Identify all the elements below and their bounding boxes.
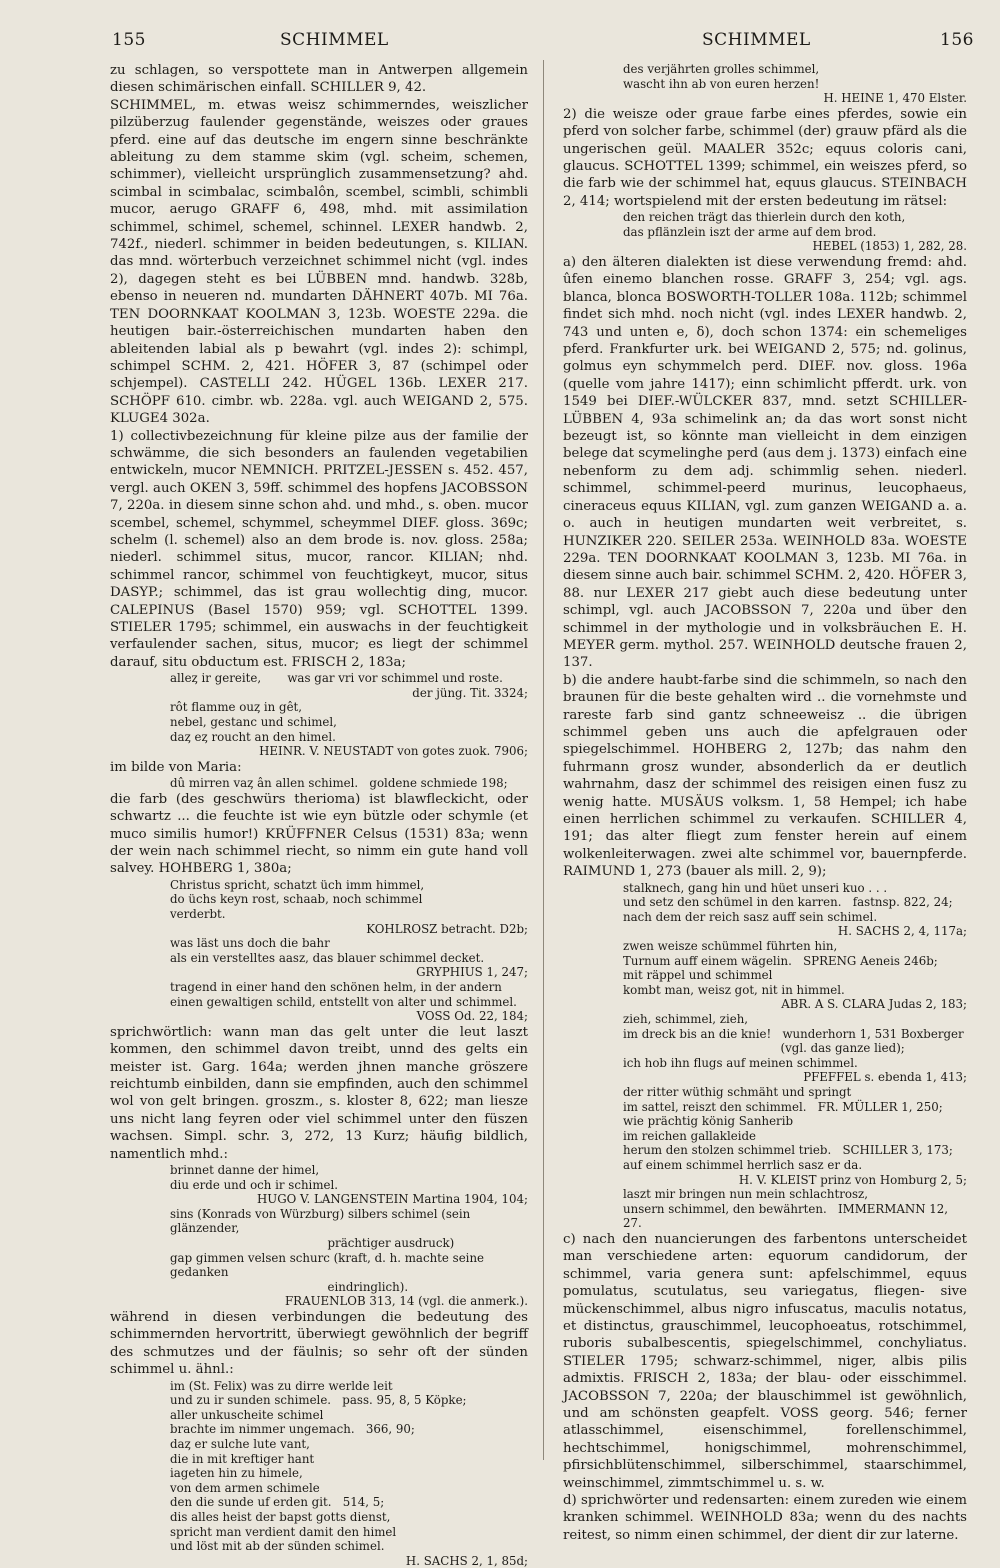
paragraph: SCHIMMEL, m. etwas weisz schimmerndes, weiszlicher pilzüberzug faulender gegenstände, weiszes oder graues pferd. eine auf das deutsche im engern sinne beschränkte ableitung zu dem stamme skim (vgl. scheim, schemen, schimmer), vielleicht ursprünglich zusammensetzung? ahd. scimbal in scimbalac, scimbalôn, scembel, scimbli, schimbli mucor, aerugo GRAFF 6, 498, mhd. mit assimilation schimmel, schimel, schemel, schinnel. LEXER handwb. 2, 742f., niederl. schimmer in beiden bedeutungen, s. KILIAN. das mnd. wörterbuch verzeichnet schimmel nicht (vgl. indes 2), dagegen steht es bei LÜBBEN mnd. handwb. 328b, ebenso in neueren nd. mundarten DÄHNERT 407b. MI 76a. TEN DOORNKAAT KOOLMAN 3, 123b. WOESTE 229a. die heutigen bair.-österreichischen mundarten haben den ableitenden labial als p bewahrt (vgl. indes 2): schimpl, schimpel SCHM. 2, 421. HÖFER 3, 87 (schimpel oder schjempel). CASTELLI 242. HÜGEL 136b. LEXER 217. SCHÖPF 610. cimbr. wb. 228a. vgl. auch WEIGAND 2, 575. KLUGE4 302a. (110, 97, 528, 427)
quotation: rôt flamme ouȥ in gêt, nebel, gestanc und schimel, daȥ eȥ roucht an den himel. (170, 700, 337, 744)
quotation: ich hob ihn flugs auf meinen schimmel. (623, 1055, 858, 1070)
quotation: mit räppel und schimmel kombt man, weisz got, nit in himmel. (623, 968, 845, 997)
citation-source: H. HEINE 1, 470 Elster. (823, 91, 967, 106)
quotation: laszt mir bringen nun mein schlachtrosz, unsern schimmel, den bewährten. IMMERMANN 12, 27. (623, 1187, 949, 1231)
right-running-title: SCHIMMEL (702, 30, 811, 50)
quotation: brinnet danne der himel, diu erde und och ir schimel. (170, 1163, 339, 1192)
paragraph: sprichwörtlich: wann man das gelt unter die leut laszt kommen, den schimmel davon treibt, unnd des gelts ein meister ist. Garg. 164a; werden jhnen manche gröszere reichtumb einbilden, dann sie empfinden, auch den schimmel wol von gelt bringen. groszm., s. kloster 8, 622; man liesze uns nicht lang feyren oder viel schimmel unter den füszen wachsen. Simpl. schr. 3, 272, 13 Kurz; häufig bildlich, namentlich mhd.: (110, 1024, 528, 1162)
citation-source: ABR. A S. CLARA Judas 2, 183; (781, 997, 967, 1012)
paragraph: d) sprichwörter und redensarten: einem zureden wie einem kranken schimmel. WEINHOLD 83a; wenn du des nachts reitest, so nimm einen schimmel, der dient dir zur laterne. (563, 1492, 967, 1543)
quotation: dû mirren vaȥ ân allen schimel. goldene schmiede 198; (170, 776, 508, 791)
citation-source: KOHLROSZ betracht. D2b; (366, 921, 528, 936)
citation-source: PFEFFEL s. ebenda 1, 413; (803, 1070, 967, 1085)
quotation: auf einem schimmel herrlich sasz er da. (623, 1157, 863, 1172)
quotation: zwen weisze schümmel führten hin, Turnum auff einem wägelin. SPRENG Aeneis 246b; (623, 939, 938, 968)
paragraph: während in diesen verbindungen die bedeutung des schimmernden hervortritt, überwiegt gewöhnlich der begriff des schmutzes und der fäulnis; so sehr oft der sünden schimmel u. ähnl.: (110, 1309, 528, 1378)
paragraph: b) die andere haubt-farbe sind die schimmeln, so nach den braunen für die beste gehalten wird .. die vornehmste und rareste farb sind gantz schneeweisz .. die übrigen schimmel geben uns auch die apfelgrauen oder spiegelschimmel. HOHBERG 2, 127b; das nahm den fuhrmann grosz wunder, absonderlich da er deutlich wahrnahm, dasz der schimmel des reisigen einen fusz zu wenig hatte. MUSÄUS volksm. 1, 58 Hempel; ich habe einen herrlichen schimmel zu verkaufen. SCHILLER 4, 191; das alter fliegt zum fenster herein auf einem wolkenleiterwagen. zwei alte schimmel vor, bauernpferde. RAIMUND 1, 273 (bauer als mill. 2, 9); (563, 672, 967, 880)
citation-source: HUGO V. LANGENSTEIN Martina 1904, 104; (256, 1192, 528, 1207)
citation-source: H. SACHS 2, 4, 117a; (837, 924, 967, 939)
citation-source: FRAUENLOB 313, 14 (vgl. die anmerk.). (285, 1294, 528, 1309)
page-header (0, 30, 1000, 56)
quotation: stalknech, gang hin und hüet unseri kuo . . . und setz den schümel in den karren. fastnsp. 822, 24; (623, 880, 953, 910)
citation-source: HEBEL (1853) 1, 282, 28. (812, 239, 967, 254)
quotation: wie prächtig könig Sanherib im reichen gallakleide herum den stolzen schimmel trieb. SCHILLER 3, 173; (623, 1114, 953, 1158)
citation-source: VOSS Od. 22, 184; (416, 1009, 528, 1024)
quotation: den reichen trägt das thierlein durch den koth, das pflänzlein iszt der arme auf dem brod. (623, 210, 906, 239)
column-divider (543, 60, 544, 1460)
right-page-number: 156 (940, 30, 974, 50)
quotation: aller unkuscheite schimel brachte im nimmer ungemach. 366, 90; (170, 1407, 415, 1437)
citation-source: HEINR. V. NEUSTADT von gotes zuok. 7906; (259, 744, 528, 759)
citation-source: H. V. KLEIST prinz von Homburg 2, 5; (738, 1172, 967, 1187)
paragraph: die farb (des geschwürs therioma) ist blawfleckicht, oder schwartz ... die feuchte ist wie eyn bützle oder schymle (et muco similis humor!) KRÜFFNER Celsus (1531) 83a; wenn der wein nach schimmel riecht, so nimm ein gute hand voll salvey. HOHBERG 1, 380a; (110, 791, 528, 877)
quotation: des verjährten grolles schimmel, wascht ihn ab von euren herzen! (623, 62, 820, 91)
quotation: zieh, schimmel, zieh, im dreck bis an die knie! wunderhorn 1, 531 Boxberger (vgl. das ganze lied); (623, 1011, 964, 1056)
quotation: tragend in einer hand den schönen helm, in der andern einen gewaltigen schild, entstellt von alter und schimmel. (170, 979, 517, 1009)
left-running-title: SCHIMMEL (280, 30, 389, 50)
paragraph: a) den älteren dialekten ist diese verwendung fremd: ahd. ûfen einemo blanchen rosse. GRAFF 3, 254; vgl. ags. blanca, blonca BOSWORTH-TOLLER 108a. 112b; schimmel findet sich mhd. noch nicht (vgl. indes LEXER handwb. 2, 743 und unten e, δ), doch schon 1374: ein schemeliges pferd. Frankfurter urk. bei WEIGAND 2, 575; nd. golinus, golmus eyn schymmelch perd. DIEF. nov. gloss. 196a (quelle vom jahre 1417); einn schimlicht pfferdt. urk. von 1549 bei DIEF.-WÜLCKER 837, mnd. setzt SCHILLER-LÜBBEN 4, 93a schimelink an; da das wort sonst nicht bezeugt ist, so könnte man vielleicht in dem einzigen belege dat scymelinghe perd (aus dem j. 1373) einfach eine nebenform zu dem adj. schimmlig sehen. niederl. schimmel, schimmel-peerd murinus, leucophaeus, cineraceus equus KILIAN, vgl. zum ganzen WEIGAND a. a. o. auch in heutigen mundarten weit verbreitet, s. HUNZIKER 220. SEILER 253a. WEINHOLD 83a. WOESTE 229a. TEN DOORNKAAT KOOLMAN 3, 123b. MI 76a. in diesem sinne auch bair. schimmel SCHM. 2, 420. HÖFER 3, 88. nur LEXER 217 giebt auch diese bedeutung unter schimpl, vgl. auch JACOBSSON 7, 220a und über den schimmel in der mythologie und in volksbräuchen E. H. MEYER germ. mythol. 257. WEINHOLD deutsche frauen 2, 137. (563, 255, 967, 671)
right-column (563, 62, 967, 1543)
citation-source: H. SACHS 2, 1, 85d; (405, 1553, 528, 1568)
citation-source: der jüng. Tit. 3324; (412, 685, 528, 700)
quotation: alleȥ ir gereite, was gar vri vor schimmel und roste. (170, 671, 503, 686)
quotation: was läst uns doch die bahr als ein verstelltes aasz, das blauer schimmel decket. (170, 936, 485, 965)
quotation: im (St. Felix) was zu dirre werlde leit und zu ir sunden schimele. pass. 95, 8, 5 Köpke; (170, 1378, 467, 1408)
left-page-number: 155 (112, 30, 146, 50)
quotation: Christus spricht, schatzt üch imm himmel, do üchs keyn rost, schaab, noch schimmel verderbt. (170, 877, 425, 921)
quotation: nach dem der reich sasz auff sein schimel. (623, 909, 878, 924)
paragraph: 2) die weisze oder graue farbe eines pferdes, sowie ein pferd von solcher farbe, schimmel (der) grauw pfärd als die ungerischen geül. MAALER 352c; equus coloris cani, glaucus. SCHOTTEL 1399; schimmel, ein weiszes pferd, so die farb wie der schimmel hat, equus glaucus. STEINBACH 2, 414; wortspielend mit der ersten bedeutung im rätsel: (563, 106, 967, 209)
paragraph: 1) collectivbezeichnung für kleine pilze aus der familie der schwämme, die sich besonders an faulenden vegetabilien entwickeln, mucor NEMNICH. PRITZEL-JESSEN s. 452. 457, vergl. auch OKEN 3, 59ff. schimmel des hopfens JACOBSSON 7, 220a. in diesem sinne schon ahd. und mhd., s. oben. mucor scembel, schemel, schymmel, scheymmel DIEF. gloss. 369c; schelm (l. schemel) also an dem brode is. nov. gloss. 258a; niederl. schimmel situs, mucor, rancor. KILIAN; nhd. schimmel rancor, schimmel von feuchtigkeyt, mucor, situs DASYP.; schimmel, das ist grau wollechtig ding, mucor. CALEPINUS (Basel 1570) 959; vgl. SCHOTTEL 1399. STIELER 1795; schimmel, ein auswachs in der feuchtigkeit verfaulender sachen, situs, mucor; es liegt der schimmel darauf, situ obductum est. FRISCH 2, 183a; (110, 428, 528, 670)
quotation: der ritter wüthig schmäht und springt im sattel, reiszt den schimmel. FR. MÜLLER 1, 250; (623, 1084, 943, 1114)
quotation: daȥ er sulche lute vant, die in mit kreftiger hant iageten hin zu himele, von dem armen schimele den die sunde uf erden git. 514, 5; (170, 1436, 385, 1510)
paragraph: zu schlagen, so verspottete man in Antwerpen allgemein diesen schimärischen einfall. SCHILLER 9, 42. (110, 63, 528, 96)
paragraph: c) nach den nuancierungen des farbentons unterscheidet man verschiedene arten: equorum candidorum, der schimmel, varia genera sunt: apfelschimmel, equus pomulatus, scutulatus, seu variegatus, fliegen- sive mückenschimmel, albus nigro infuscatus, maculis notatus, et distinctus, grauschimmel, leucophoeatus, rotschimmel, ruboris subalbescentis, spiegelschimmel, conchyliatus. STIELER 1795; schwarz-schimmel, niger, albis pilis admixtis. FRISCH 2, 183a; der blau- oder eisschimmel. JACOBSSON 7, 220a; der blauschimmel ist gewöhnlich, und am schönsten geapfelt. VOSS georg. 546; ferner atlasschimmel, eisenschimmel, forellenschimmel, hechtschimmel, honigschimmel, mohrenschimmel, pfirsichblütenschimmel, silberschimmel, staarschimmel, weinschimmel, zimmtschimmel u. s. w. (563, 1231, 967, 1491)
left-column (110, 62, 528, 1568)
quotation: sins (Konrads von Würzburg) silbers schimel (sein glänzender, prächtiger ausdruck) gap gimmen velsen schurc (kraft, d. h. machte seine gedanken eindringlich). (170, 1206, 485, 1294)
paragraph: im bilde von Maria: (110, 759, 242, 775)
citation-source: GRYPHIUS 1, 247; (416, 965, 528, 980)
quotation: dis alles heist der bapst gotts dienst, spricht man verdient damit den himel und löst mit ab der sünden schimel. (170, 1509, 397, 1554)
